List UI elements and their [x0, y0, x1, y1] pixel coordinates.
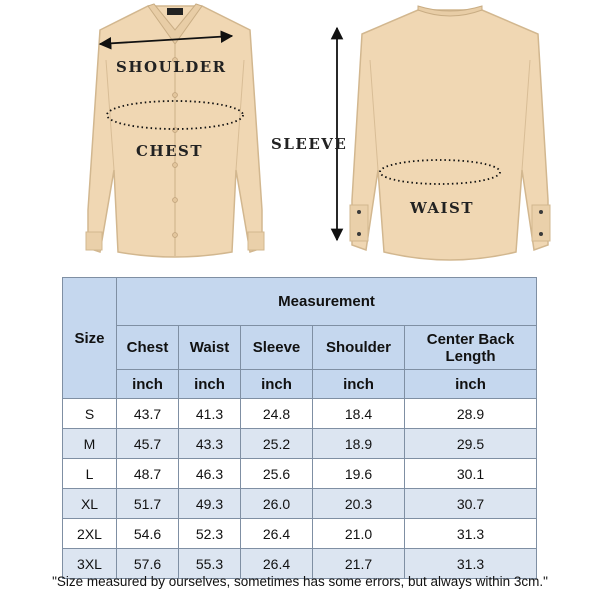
unit-chest: inch: [117, 370, 179, 399]
value-cell: 21.7: [313, 549, 405, 579]
size-cell: M: [63, 429, 117, 459]
header-row-columns: [63, 326, 537, 370]
size-cell: S: [63, 399, 117, 429]
value-cell: 26.0: [241, 489, 313, 519]
value-cell: 52.3: [179, 519, 241, 549]
back-shirt: [350, 6, 550, 260]
shoulder-label: SHOULDER: [116, 58, 227, 76]
table-row: [63, 399, 537, 429]
value-cell: 20.3: [313, 489, 405, 519]
value-cell: 31.3: [405, 519, 537, 549]
value-cell: 30.1: [405, 459, 537, 489]
value-cell: 21.0: [313, 519, 405, 549]
value-cell: 51.7: [117, 489, 179, 519]
size-cell: L: [63, 459, 117, 489]
value-cell: 26.4: [241, 549, 313, 579]
value-cell: 57.6: [117, 549, 179, 579]
value-cell: 54.6: [117, 519, 179, 549]
measurement-note: "Size measured by ourselves, sometimes has some errors, but always within 3cm.": [52, 574, 548, 589]
size-chart-table: [62, 277, 537, 579]
value-cell: 55.3: [179, 549, 241, 579]
unit-center-back-length: inch: [405, 370, 537, 399]
size-header: Size: [63, 278, 117, 399]
unit-shoulder: inch: [313, 370, 405, 399]
value-cell: 29.5: [405, 429, 537, 459]
size-cell: 3XL: [63, 549, 117, 579]
value-cell: 43.7: [117, 399, 179, 429]
value-cell: 49.3: [179, 489, 241, 519]
column-header-center-back-length: Center Back Length: [405, 326, 537, 370]
value-cell: 25.6: [241, 459, 313, 489]
column-header-sleeve: Sleeve: [241, 326, 313, 370]
size-cell: XL: [63, 489, 117, 519]
value-cell: 26.4: [241, 519, 313, 549]
column-header-chest: Chest: [117, 326, 179, 370]
value-cell: 43.3: [179, 429, 241, 459]
value-cell: 31.3: [405, 549, 537, 579]
value-cell: 19.6: [313, 459, 405, 489]
value-cell: 18.9: [313, 429, 405, 459]
value-cell: 18.4: [313, 399, 405, 429]
value-cell: 48.7: [117, 459, 179, 489]
unit-sleeve: inch: [241, 370, 313, 399]
measurement-header: Measurement: [117, 278, 537, 326]
value-cell: 45.7: [117, 429, 179, 459]
table-row: [63, 519, 537, 549]
header-row-units: [63, 370, 537, 399]
column-header-waist: Waist: [179, 326, 241, 370]
waist-label: WAIST: [410, 199, 475, 217]
sleeve-label: SLEEVE: [271, 135, 348, 153]
chest-label: CHEST: [136, 142, 204, 160]
value-cell: 28.9: [405, 399, 537, 429]
value-cell: 46.3: [179, 459, 241, 489]
table-row: [63, 459, 537, 489]
value-cell: 25.2: [241, 429, 313, 459]
value-cell: 41.3: [179, 399, 241, 429]
value-cell: 24.8: [241, 399, 313, 429]
unit-waist: inch: [179, 370, 241, 399]
size-cell: 2XL: [63, 519, 117, 549]
table-row: [63, 489, 537, 519]
front-shirt: [86, 4, 264, 257]
header-row-measurement: [63, 278, 537, 326]
table-row: [63, 429, 537, 459]
column-header-shoulder: Shoulder: [313, 326, 405, 370]
value-cell: 30.7: [405, 489, 537, 519]
